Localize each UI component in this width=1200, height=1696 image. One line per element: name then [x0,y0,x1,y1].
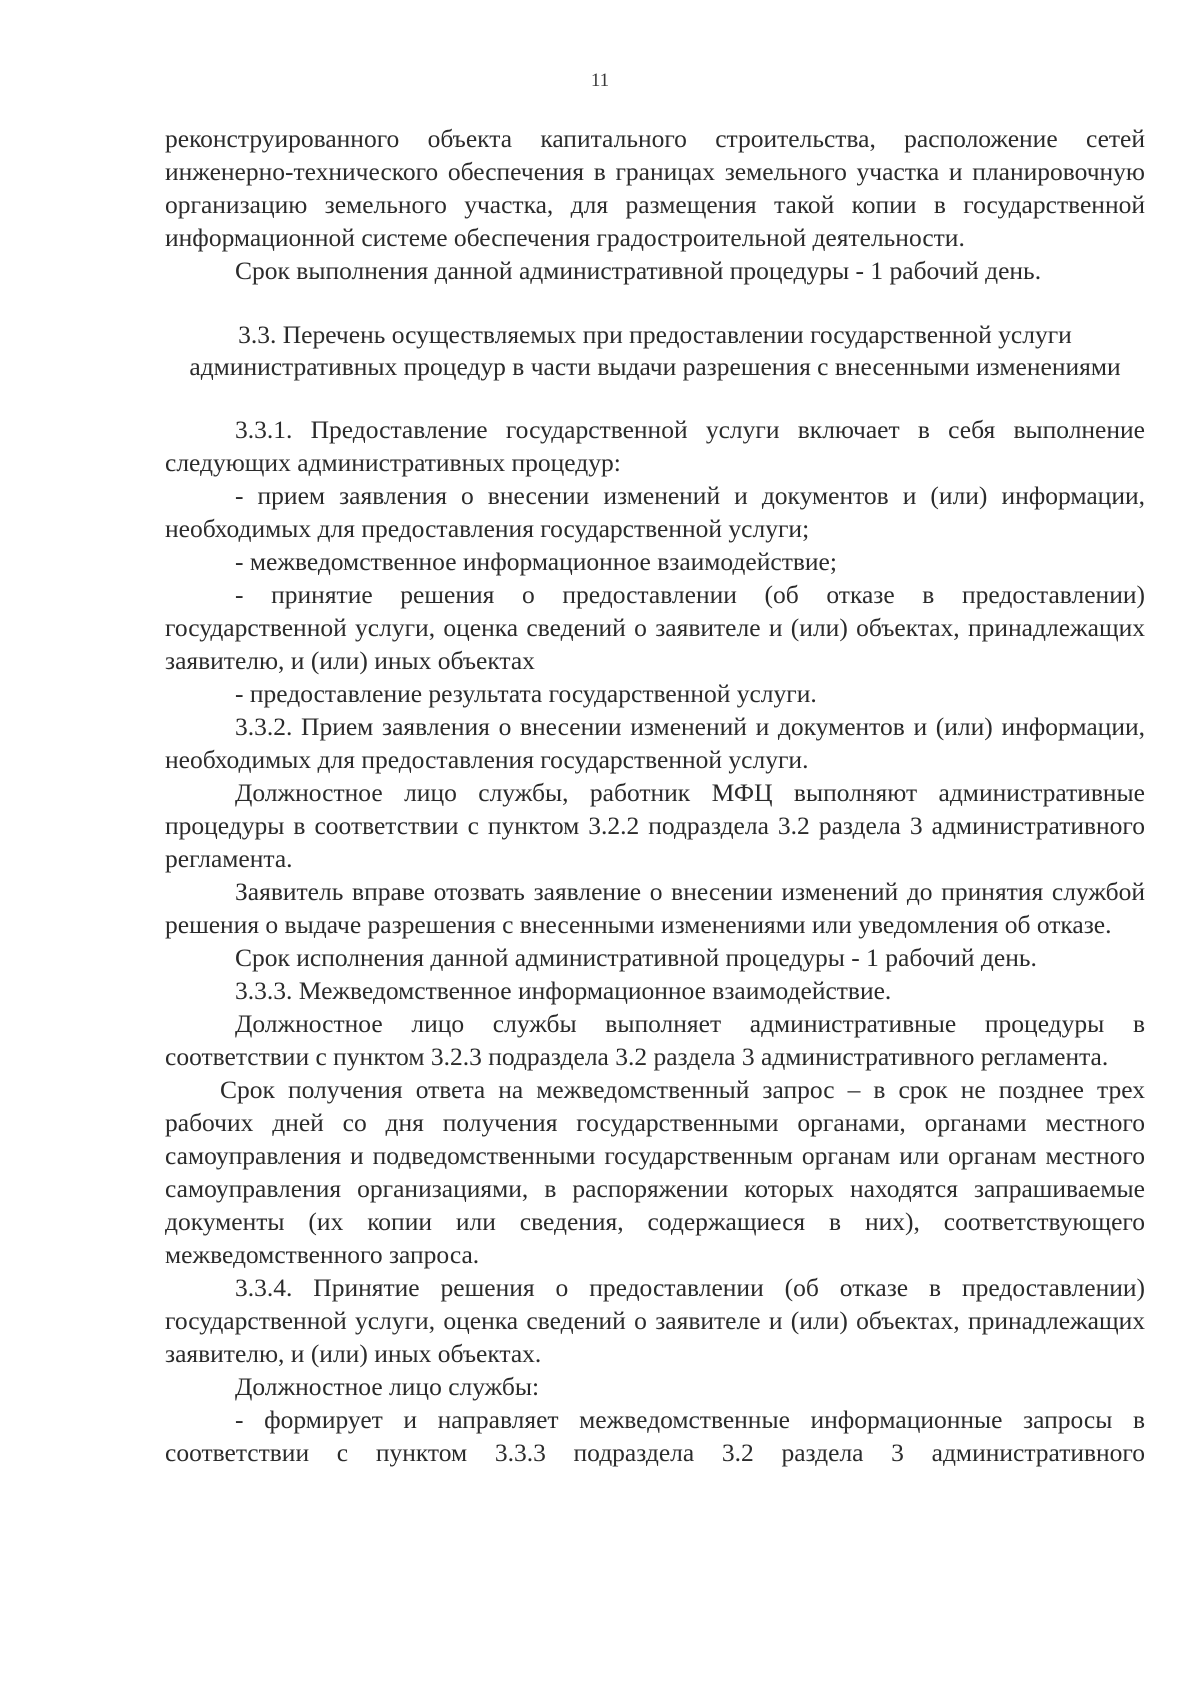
paragraph-3-3-4: 3.3.4. Принятие решения о предоставлении (об отказе в предоставлении) государственной услуги, оценка сведений о заявителе и (или) объектах, принадлежащих заявителю, и (или) иных объектах. [165,1273,1145,1368]
list-item-requests: - формирует и направляет межведомственные информационные запросы в соответствии с пунктом 3.3.3 подраздела 3.2 раздела 3 административного [165,1405,1145,1467]
paragraph-3-3-2: 3.3.2. Прием заявления о внесении изменений и документов и (или) информации, необходимых для предоставления государственной услуги. [165,712,1145,774]
paragraph-deadline-2: Срок исполнения данной административной процедуры - 1 рабочий день. [235,943,1037,972]
list-item-interagency: - межведомственное информационное взаимодействие; [235,547,837,576]
list-item-result: - предоставление результата государственной услуги. [235,679,817,708]
page-number: 11 [590,70,610,91]
paragraph-official-procedures: Должностное лицо службы выполняет административные процедуры в соответствии с пунктом 3.2.3 подраздела 3.2 раздела 3 административного регламента. [165,1009,1145,1071]
paragraph-3-3-1: 3.3.1. Предоставление государственной услуги включает в себя выполнение следующих административных процедур: [165,415,1145,477]
paragraph-3-3-3: 3.3.3. Межведомственное информационное взаимодействие. [235,976,892,1005]
paragraph-withdraw-application: Заявитель вправе отозвать заявление о внесении изменений до принятия службой решения о выдаче разрешения с внесенными изменениями или уведомления об отказе. [165,877,1145,939]
paragraph-official-mfc: Должностное лицо службы, работник МФЦ выполняют административные процедуры в соответствии с пунктом 3.2.2 подраздела 3.2 раздела 3 административного регламента. [165,778,1145,873]
document-body [165,122,1145,1469]
section-heading-3-3: 3.3. Перечень осуществляемых при предоставлении государственной услуги административных процедур в части выдачи разрешения с внесенными изменениями [189,320,1121,381]
list-item-decision: - принятие решения о предоставлении (об отказе в предоставлении) государственной услуги, оценка сведений о заявителе и (или) объектах, принадлежащих заявителю, и (или) иных объектах [165,580,1145,675]
list-item-application-intake: - прием заявления о внесении изменений и документов и (или) информации, необходимых для предоставления государственной услуги; [165,481,1145,543]
paragraph-deadline-1: Срок выполнения данной административной процедуры - 1 рабочий день. [235,256,1042,285]
paragraph-response-deadline: Срок получения ответа на межведомственный запрос – в срок не позднее трех рабочих дней со дня получения государственными органами, органами местного самоуправления и подведомственными государственным органам или органам местного самоуправления организациями, в распоряжении которых находятся запрашиваемые документы (их копии или сведения, содержащиеся в них), соответствующего межведомственного запроса. [165,1075,1145,1269]
paragraph-construction-object: реконструированного объекта капитального строительства, расположение сетей инженерно-технического обеспечения в границах земельного участка и планировочную организацию земельного участка, для размещения такой копии в государственной информационной системе обеспечения градостроительной деятельности. [165,124,1145,252]
paragraph-official-label: Должностное лицо службы: [235,1372,540,1401]
